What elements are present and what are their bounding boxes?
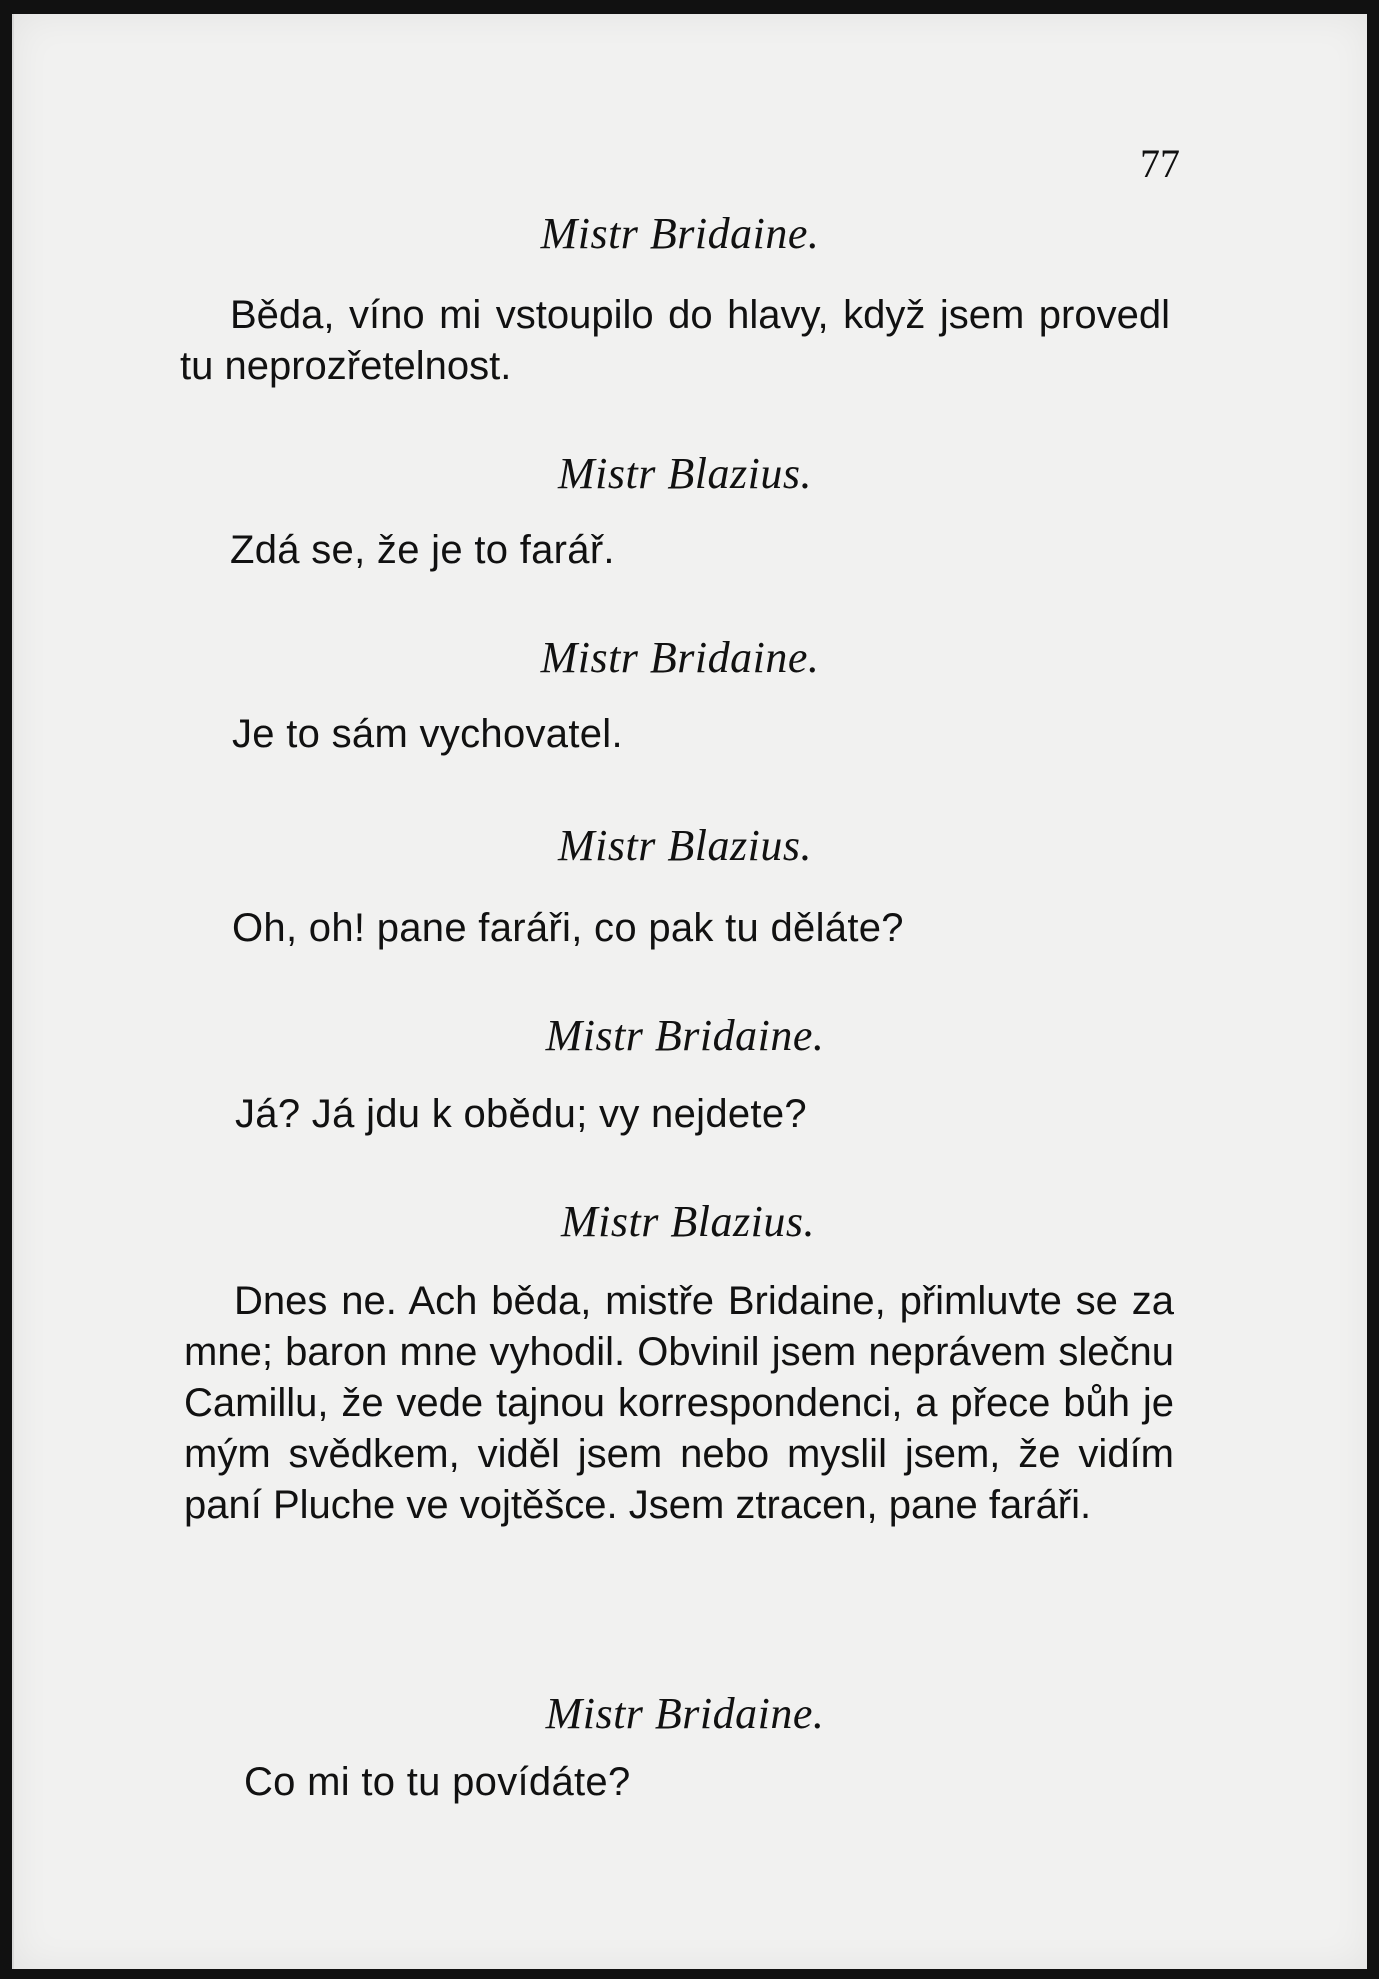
- speech-text: Běda, víno mi vstoupilo do hlavy, když jsem provedl tu neprozřetelnost.: [180, 293, 1170, 388]
- speech-text: Dnes ne. Ach běda, mistře Bridaine, přimluvte se za mne; baron mne vyhodil. Obvinil jsem neprávem slečnu Camillu, že vede tajnou korrespondenci, a přece bůh je mým svědkem, viděl jsem nebo myslil jsem, že vidím paní Pluche ve vojtěšce. Jsem ztracen, pane faráři.: [184, 1279, 1174, 1527]
- speaker-heading: Mistr Bridaine.: [545, 1011, 825, 1060]
- scan-border-top: [0, 0, 1379, 14]
- speaker-heading: Mistr Blazius.: [561, 1197, 815, 1246]
- page-number: 77: [1140, 141, 1180, 186]
- speaker-heading: Mistr Bridaine.: [540, 633, 820, 682]
- speech-text: Zdá se, že je to farář.: [230, 528, 615, 572]
- speech-text: Co mi to tu povídáte?: [244, 1760, 631, 1804]
- speech-text: Oh, oh! pane faráři, co pak tu děláte?: [232, 906, 904, 950]
- speaker-heading: Mistr Blazius.: [558, 821, 812, 870]
- speaker-heading: Mistr Bridaine.: [545, 1689, 825, 1738]
- scan-border-right: [1367, 0, 1379, 1979]
- speaker-heading: Mistr Bridaine.: [540, 209, 820, 258]
- speech-text: Já? Já jdu k obědu; vy nejdete?: [235, 1092, 807, 1136]
- speaker-heading: Mistr Blazius.: [558, 449, 812, 498]
- speech-text: Je to sám vychovatel.: [232, 712, 623, 756]
- scan-border-left: [0, 0, 12, 1979]
- scan-border-bottom: [0, 1969, 1379, 1979]
